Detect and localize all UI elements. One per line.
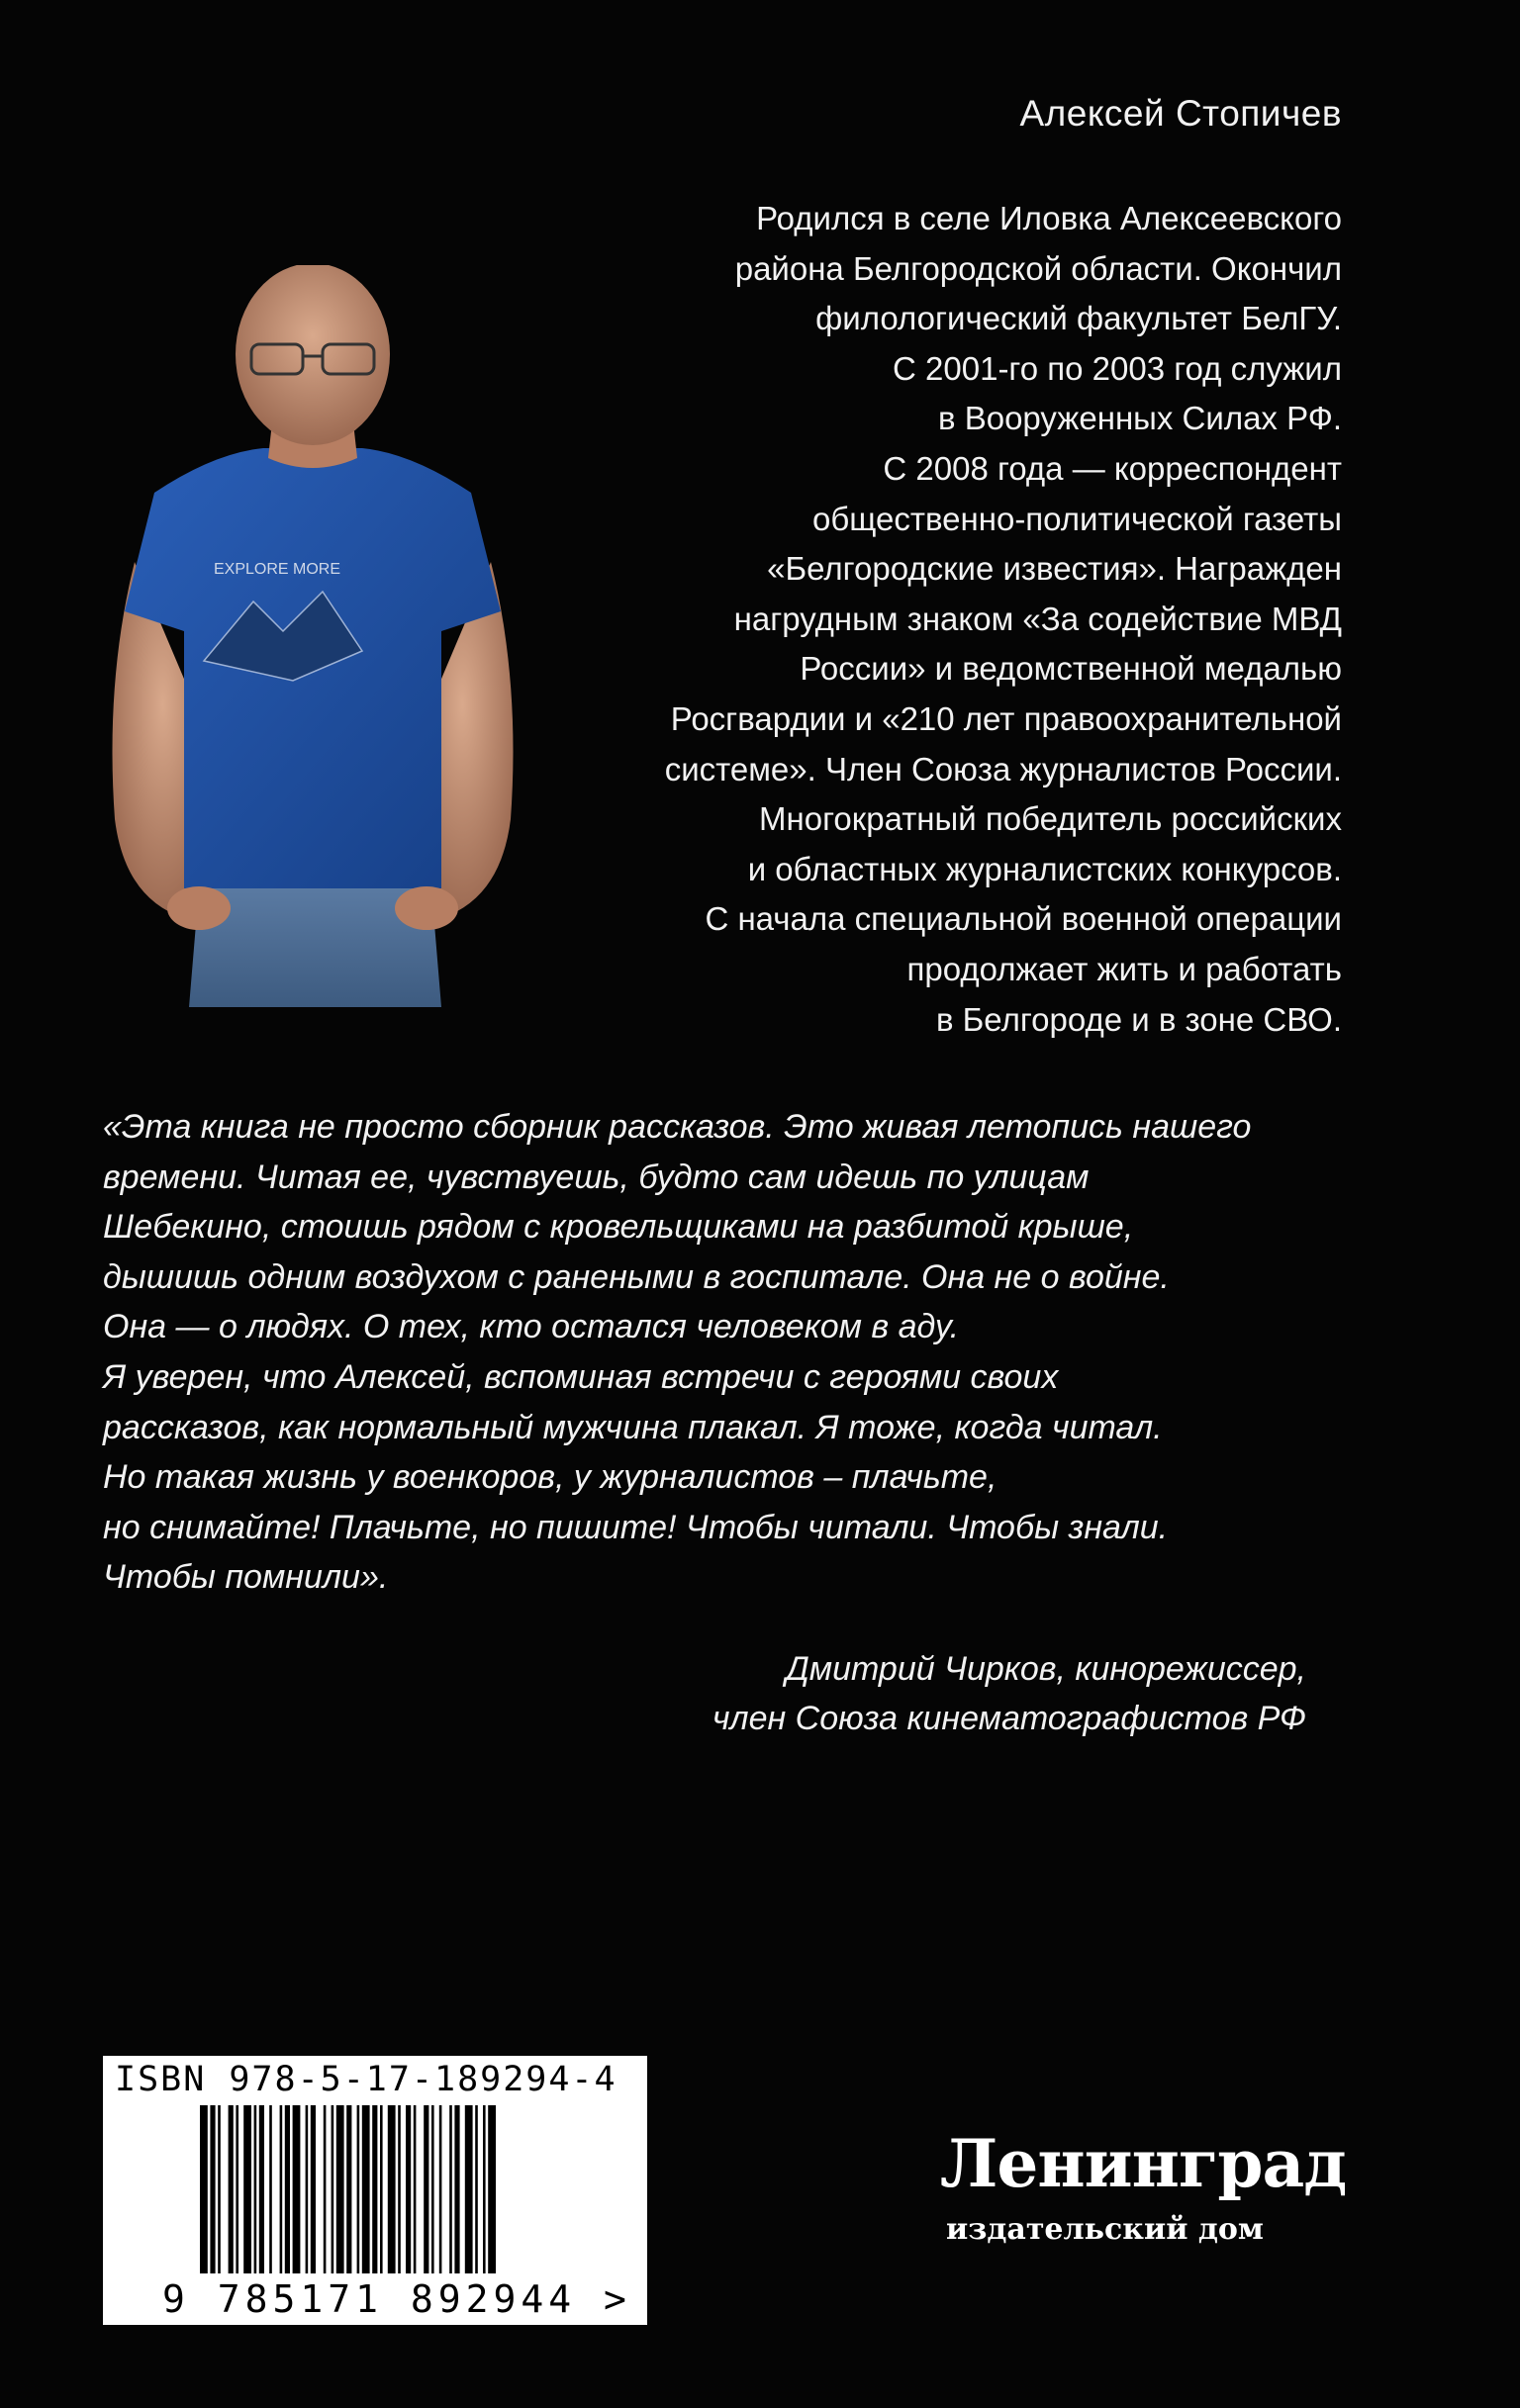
barcode-bar [293, 2105, 301, 2273]
quote-attribution [416, 1644, 1306, 1743]
bio-line: продолжает жить и работать [906, 950, 1342, 987]
attribution-line: член Союза кинематографистов РФ [712, 1700, 1306, 1737]
barcode-bar [306, 2105, 309, 2273]
barcode-bar [414, 2105, 417, 2273]
barcode-bar [236, 2105, 238, 2273]
barcode-bar [210, 2105, 215, 2273]
bio-line: С 2001-го по 2003 год служил [893, 349, 1342, 387]
quote-line: Я уверен, что Алексей, вспоминая встречи с героями своих [103, 1357, 1059, 1396]
publisher-subtitle: издательский дом [946, 2212, 1264, 2247]
barcode-bar [398, 2105, 401, 2273]
author-name: Алексей Стопичев [1019, 93, 1342, 134]
barcode-bar [424, 2105, 428, 2273]
isbn-label: ISBN 978-5-17-189294-4 [115, 2060, 618, 2099]
barcode-bar [332, 2105, 334, 2273]
bio-line: в Вооруженных Силах РФ. [938, 400, 1342, 437]
quote-line: времени. Читая ее, чувствуешь, будто сам идешь по улицам [103, 1158, 1090, 1196]
bio-line: нагрудным знаком «За содействие МВД [733, 600, 1342, 637]
publisher-title: Ленинград [940, 2125, 1347, 2202]
barcode-bar [200, 2105, 208, 2273]
barcode-bar [488, 2105, 496, 2273]
quote-line: дышишь одним воздухом с ранеными в госпитале. Она не о войне. [103, 1257, 1170, 1296]
barcode-bar [465, 2105, 473, 2273]
barcode-bar [311, 2105, 316, 2273]
publisher-logo [940, 2125, 1347, 2303]
barcode-bar [388, 2105, 396, 2273]
quote-line: Но такая жизнь у военкоров, у журналистов – плачьте, [103, 1458, 998, 1497]
barcode-bar [285, 2105, 290, 2273]
quote-line: рассказов, как нормальный мужчина плакал. Я тоже, когда читал. [103, 1408, 1163, 1446]
bio-line: района Белгородской области. Окончил [734, 249, 1342, 287]
quote-line: Она — о людях. О тех, кто остался человеком в аду. [103, 1308, 960, 1346]
barcode-bar [357, 2105, 360, 2273]
review-quote [103, 1102, 1350, 1603]
bio-line: «Белгородские известия». Награжден [767, 550, 1342, 588]
barcode-bar [372, 2105, 377, 2273]
barcode-bar [243, 2105, 251, 2273]
barcode-bar [483, 2105, 486, 2273]
barcode-bar [336, 2105, 344, 2273]
isbn-barcode-block [103, 2056, 647, 2325]
quote-line: Шебекино, стоишь рядом с кровельщиками на разбитой крыше, [103, 1208, 1134, 1247]
author-photo [95, 265, 530, 1007]
bio-line: филологический факультет БелГУ. [815, 300, 1342, 337]
barcode-bar [280, 2105, 283, 2273]
barcode-bar [431, 2105, 434, 2273]
bio-line: С 2008 года — корреспондент [883, 449, 1342, 487]
barcode-bar [218, 2105, 221, 2273]
barcode-bar [254, 2105, 257, 2273]
bio-line: России» и ведомственной медалью [800, 650, 1342, 688]
author-bio [471, 194, 1342, 1045]
bio-line: общественно-политической газеты [812, 500, 1342, 537]
barcode-bar [269, 2105, 272, 2273]
barcode-bar [362, 2105, 370, 2273]
bio-line: в Белгороде и в зоне СВО. [935, 1000, 1342, 1038]
barcode-bar [380, 2105, 383, 2273]
barcode-bar [475, 2105, 478, 2273]
bio-line: Многократный победитель российских [759, 800, 1342, 838]
barcode-bar [454, 2105, 459, 2273]
barcode-bar [346, 2105, 351, 2273]
shirt-print: EXPLORE MORE [214, 561, 341, 578]
barcode-bar [229, 2105, 234, 2273]
quote-line: Чтобы помнили». [103, 1558, 389, 1597]
barcode-icon [200, 2105, 635, 2273]
quote-line: «Эта книга не просто сборник рассказов. Это живая летопись нашего [103, 1108, 1252, 1146]
barcode-bar [324, 2105, 327, 2273]
barcode-bar [406, 2105, 411, 2273]
barcode-bar [449, 2105, 452, 2273]
bio-line: системе». Член Союза журналистов России. [664, 750, 1342, 787]
bio-line: С начала специальной военной операции [705, 900, 1342, 938]
bio-line: Росгвардии и «210 лет правоохранительной [670, 699, 1342, 737]
barcode-bar [439, 2105, 442, 2273]
bio-line: Родился в селе Иловка Алексеевского [756, 200, 1342, 236]
quote-line: но снимайте! Плачьте, но пишите! Чтобы читали. Чтобы знали. [103, 1508, 1169, 1546]
bio-line: и областных журналистских конкурсов. [747, 850, 1342, 887]
barcode-bar [259, 2105, 264, 2273]
barcode-digits: 9 785171 892944 > [162, 2277, 631, 2321]
attribution-line: Дмитрий Чирков, кинорежиссер, [785, 1650, 1306, 1688]
